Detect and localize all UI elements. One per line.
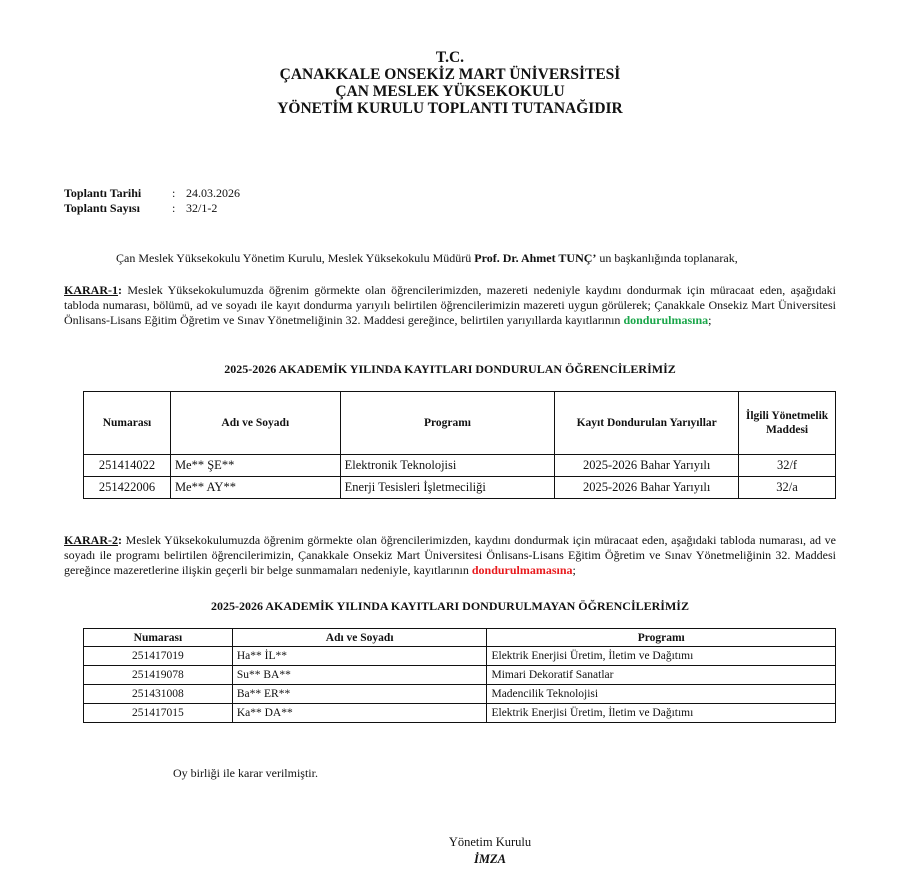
header-document-title: YÖNETİM KURULU TOPLANTI TUTANAĞIDIR [277,100,623,117]
header-school: ÇAN MESLEK YÜKSEKOKULU [335,83,565,100]
cell-number: 251414022 [84,455,171,477]
column-header-program: Programı [340,392,555,455]
cell-name: Ka** DA** [232,704,487,723]
frozen-students-table [83,391,836,499]
column-header-program: Programı [487,629,836,647]
cell-program: Mimari Dekoratif Sanatlar [487,666,836,685]
decision-1-end: ; [708,313,712,327]
table-1-title: 2025-2026 AKADEMİK YILINDA KAYITLARI DONDURULAN ÖĞRENCİLERİMİZ [224,362,676,376]
column-header-number: Numarası [84,392,171,455]
cell-name: Me** ŞE** [170,455,340,477]
table-header-row [84,629,836,647]
column-header-semester: Kayıt Dondurulan Yarıyıllar [555,392,739,455]
header-tc: T.C. [435,49,465,66]
meeting-date-row [64,186,240,201]
table-header-row [84,392,836,455]
decision-1-label: KARAR-1 [64,283,118,297]
table-row [84,685,836,704]
header-university: ÇANAKKALE ONSEKİZ MART ÜNİVERSİTESİ [279,66,621,83]
document-header [0,49,900,117]
intro-chair: Prof. Dr. Ahmet TUNÇ’ [474,251,597,265]
column-header-name: Adı ve Soyadı [170,392,340,455]
cell-number: 251422006 [84,477,171,499]
column-header-name: Adı ve Soyadı [232,629,487,647]
cell-name: Su** BA** [232,666,487,685]
separator: : [172,186,176,200]
cell-number: 251431008 [84,685,233,704]
cell-semester: 2025-2026 Bahar Yarıyılı [555,455,739,477]
cell-number: 251419078 [84,666,233,685]
table-row [84,666,836,685]
decision-1-highlight: dondurulmasına [623,313,709,327]
cell-program: Madencilik Teknolojisi [487,685,836,704]
meeting-date-label: Toplantı Tarihi [64,186,142,200]
meeting-date-value: 24.03.2026 [186,186,240,200]
cell-semester: 2025-2026 Bahar Yarıyılı [555,477,739,499]
decision-2-end: ; [572,563,576,577]
table-row [84,647,836,666]
cell-program: Elektronik Teknolojisi [340,455,555,477]
meeting-number-row [64,201,240,216]
board-name: Yönetim Kurulu [448,835,532,849]
intro-text-after: un başkanlığında toplanarak, [596,251,738,265]
column-header-article: İlgili Yönetmelik Maddesi [739,392,836,455]
cell-name: Me** AY** [170,477,340,499]
cell-name: Ba** ER** [232,685,487,704]
table-2-title: 2025-2026 AKADEMİK YILINDA KAYITLARI DONDURULMAYAN ÖĞRENCİLERİMİZ [211,599,689,613]
decision-1-paragraph: KARAR-1: Meslek Yüksekokulumuzda öğrenim görmekte olan öğrencilerimizden, mazereti nedeniyle kaydını dondurmak için müracaat eden, aşağıdaki tabloda numarası, bölümü, ad ve soyadı ile kayıt dondurma yarıyılı belirtilen öğrencilerimizin mazereti uygun görülerek; Çanakkale Onsekiz Mart Üniversitesi Önlisans-Lisans Eğitim Öğretim ve Sınav Yönetmeliğinin 32. Maddesi gereğince, belirtilen yarıyıllarda kayıtlarının dondurulmasına; [64,283,836,327]
cell-program: Enerji Tesisleri İşletmeciliği [340,477,555,499]
cell-number: 251417015 [84,704,233,723]
cell-article: 32/f [739,455,836,477]
cell-article: 32/a [739,477,836,499]
table-row [84,704,836,723]
decision-2-text: Meslek Yüksekokulumuzda öğrenim görmekte olan öğrencilerimizden, kaydını dondurmak için müracaat eden, aşağıdaki tabloda numarası, ad ve soyadı ile programı belirtilen öğrencilerimizin, Çanakkale Onsekiz Mart Üniversitesi Önlisans-Lisans Eğitim Öğretim ve Sınav Yönetmeliğinin 32. Maddesi gereğince mazeretlerine ilişkin geçerli bir belge sunmamaları nedeniyle, kayıtlarının [64,533,836,577]
not-frozen-students-table [83,628,836,723]
cell-number: 251417019 [84,647,233,666]
decision-2-paragraph: KARAR-2: Meslek Yüksekokulumuzda öğrenim görmekte olan öğrencilerimizden, kaydını dondurmak için müracaat eden, aşağıdaki tabloda numarası, ad ve soyadı ile programı belirtilen öğrencilerimizin, Çanakkale Onsekiz Mart Üniversitesi Önlisans-Lisans Eğitim Öğretim ve Sınav Yönetmeliğinin 32. Maddesi gereğince mazeretlerine ilişkin geçerli bir belge sunmamaları nedeniyle, kayıtlarının dondurulmamasına; [64,533,836,577]
meeting-number-label: Toplantı Sayısı [64,201,140,215]
signature-label: İMZA [474,852,506,866]
cell-program: Elektrik Enerjisi Üretim, İletim ve Dağıtımı [487,647,836,666]
meeting-meta [64,186,240,216]
intro-text-before: Çan Meslek Yüksekokulu Yönetim Kurulu, Meslek Yüksekokulu Müdürü [116,251,475,265]
intro-paragraph [116,251,856,266]
table-row [84,455,836,477]
decision-1-text: Meslek Yüksekokulumuzda öğrenim görmekte olan öğrencilerimizden, mazereti nedeniyle kaydını dondurmak için müracaat eden, aşağıdaki tabloda numarası, bölümü, ad ve soyadı ile kayıt dondurma yarıyılı belirtilen öğrencilerimizin mazereti uygun görülerek; Çanakkale Onsekiz Mart Üniversitesi Önlisans-Lisans Eğitim Öğretim ve Sınav Yönetmeliğinin 32. Maddesi gereğince, belirtilen yarıyıllarda kayıtlarının [64,283,836,327]
vote-statement: Oy birliği ile karar verilmiştir. [173,766,318,780]
decision-2-highlight: dondurulmamasına [471,563,573,577]
table-row [84,477,836,499]
column-header-number: Numarası [84,629,233,647]
cell-program: Elektrik Enerjisi Üretim, İletim ve Dağıtımı [487,704,836,723]
decision-2-label: KARAR-2 [64,533,118,547]
separator: : [172,201,176,215]
meeting-number-value: 32/1-2 [186,201,218,215]
cell-name: Ha** İL** [232,647,487,666]
signature-block [400,834,580,868]
